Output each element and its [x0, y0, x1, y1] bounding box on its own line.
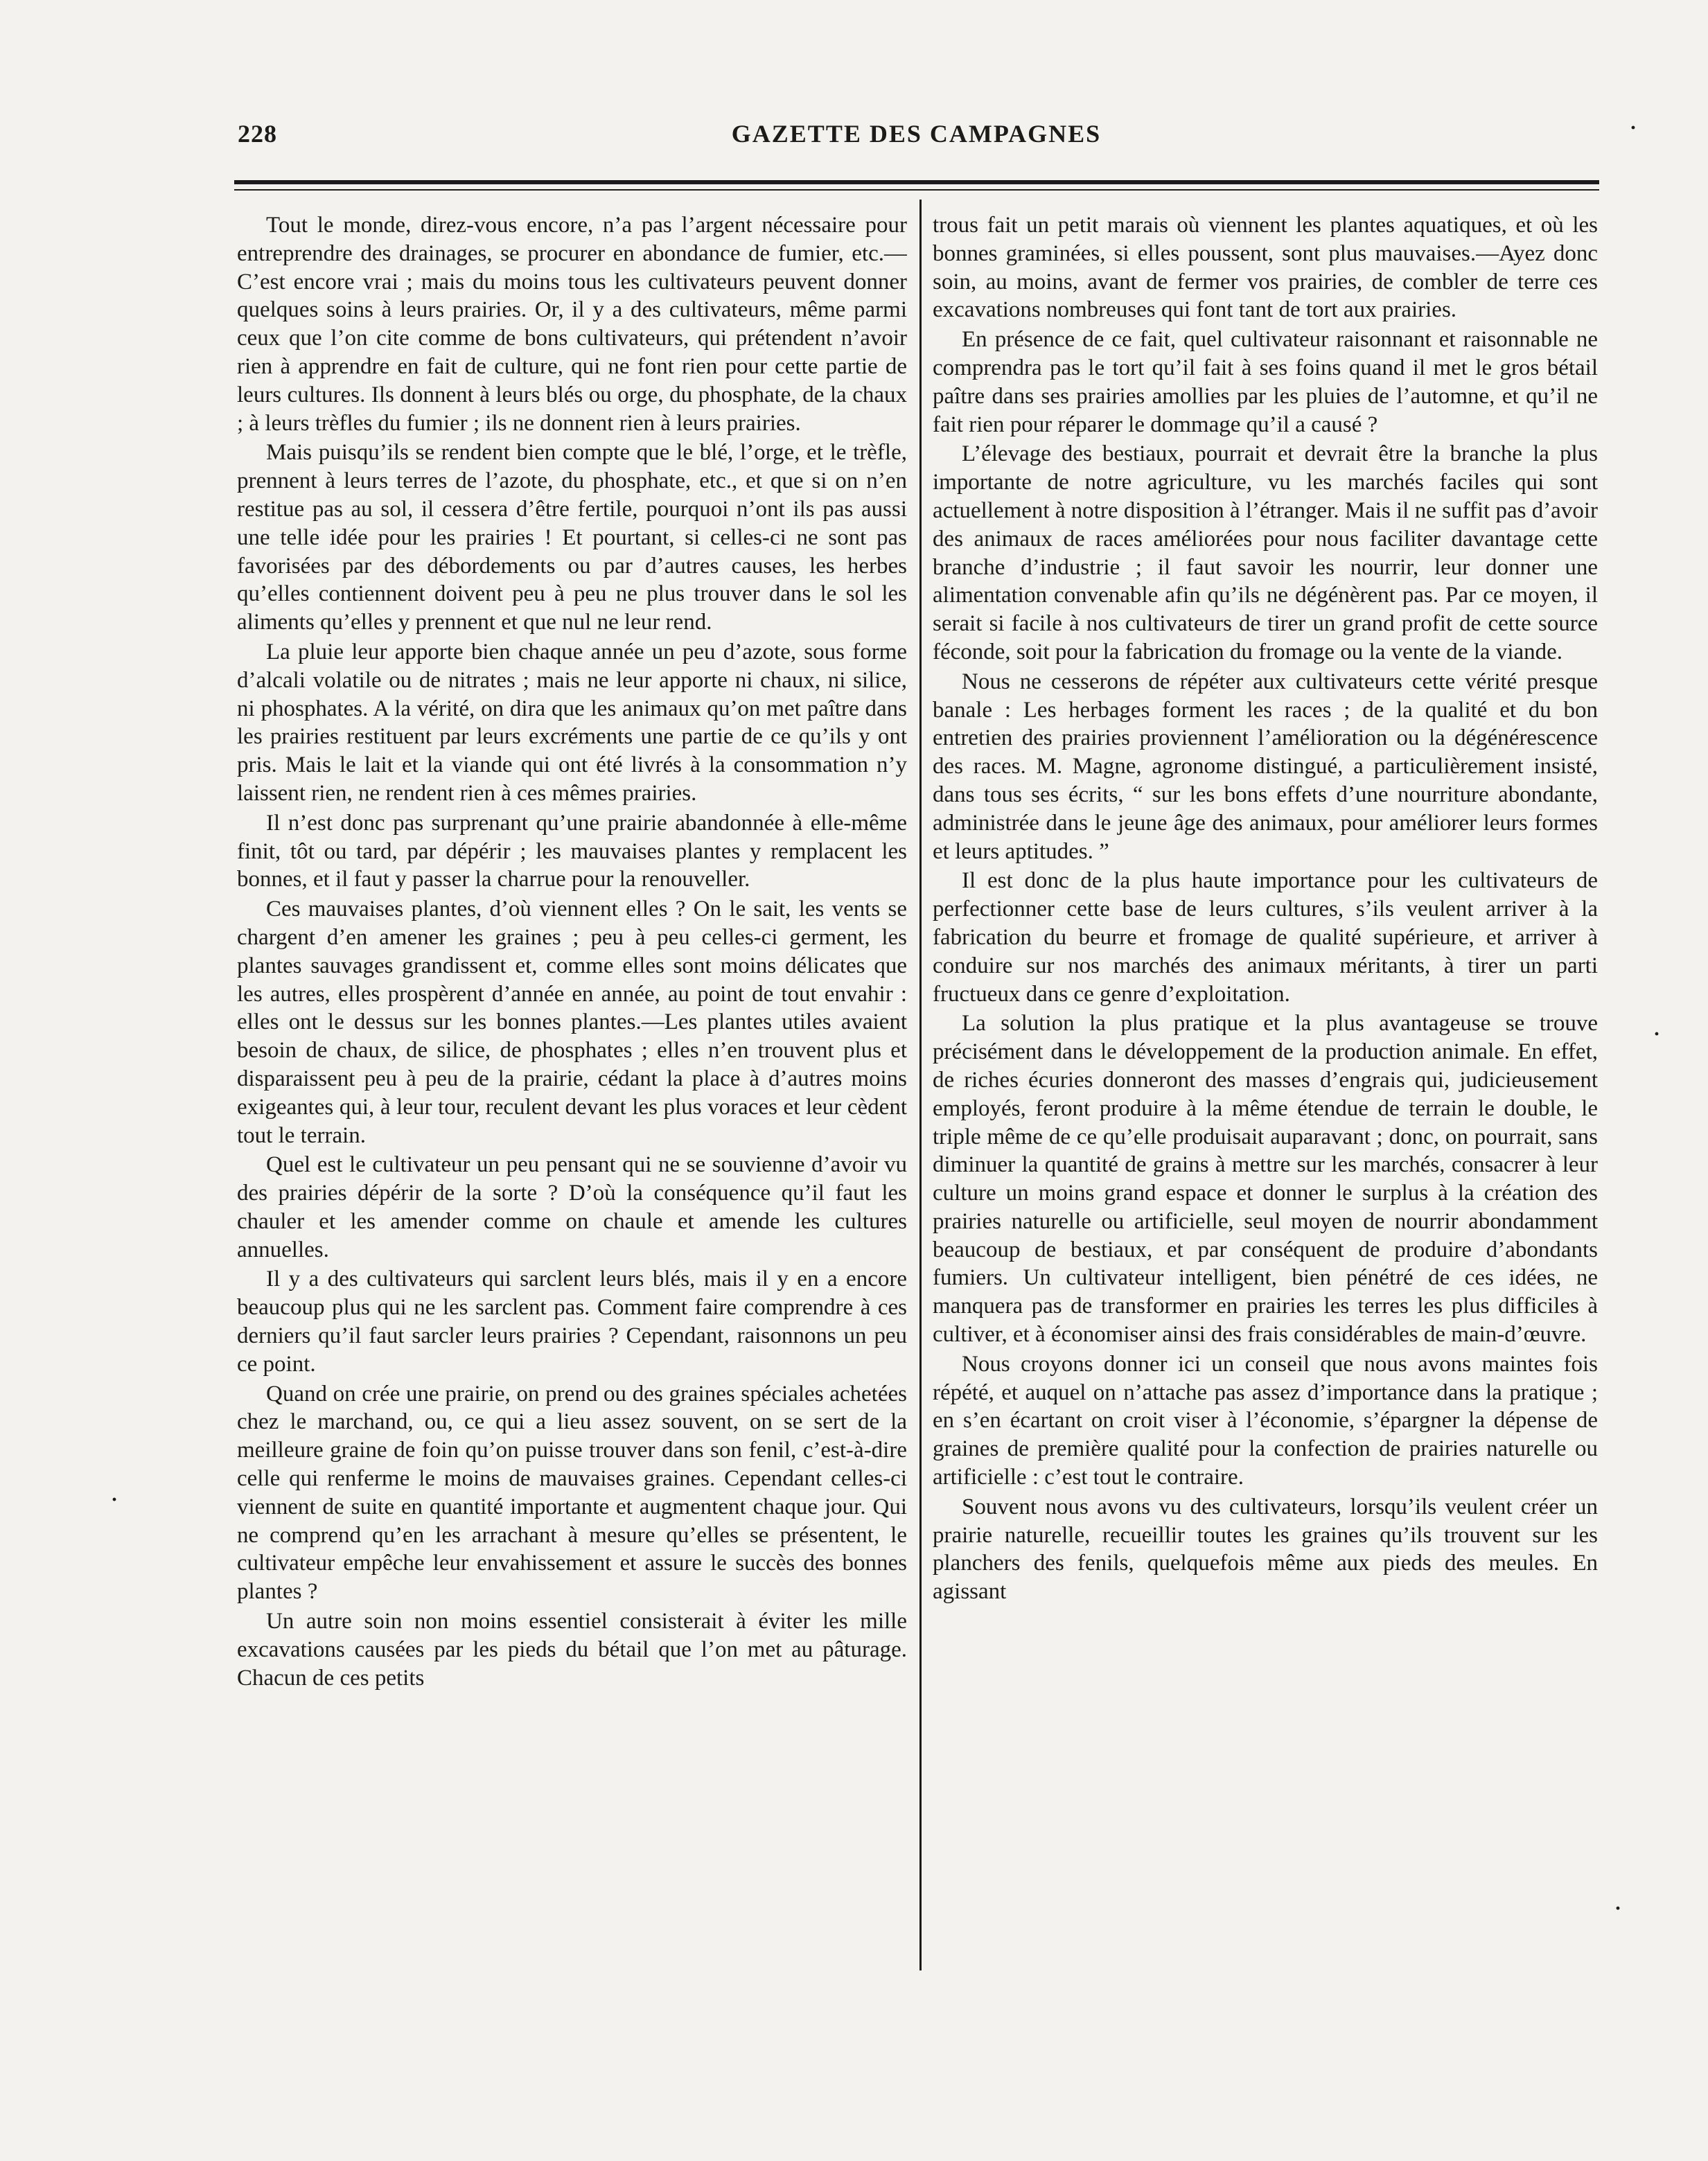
paragraph: Tout le monde, direz-vous encore, n’a pas l’argent nécessaire pour entreprendre des drainages, se procurer en abondance de fumier, etc.—C’est encore vrai ; mais du moins tous les cultivateurs peuvent donner quelques soins à leurs prairies. Or, il y a des cultivateurs, même parmi ceux que l’on cite comme de bons cultivateurs, qui prétendent n’avoir rien à apprendre en fait de culture, qui ne font rien pour cette partie de leurs cultures. Ils donnent à leurs blés ou orge, du phosphate, de la chaux ; à leurs trèfles du fumier ; ils ne donnent rien à leurs prairies.: [237, 213, 907, 436]
running-title: GAZETTE DES CAMPAGNES: [731, 120, 1102, 148]
left-column: [237, 211, 907, 1975]
paragraph: Mais puisqu’ils se rendent bien compte que le blé, l’orge, et le trèfle, prennent à leurs terres de l’azote, du phosphate, etc., et que si on n’en restitue pas au sol, il cessera d’être fertile, pourquoi n’ont ils pas aussi une telle idée pour les prairies ! Et pourtant, si celles-ci ne sont pas favorisées par des débordements ou par d’autres causes, les herbes qu’elles contiennent doivent peu à peu ne plus trouver dans le sol les aliments qu’elles y prennent et que nul ne leur rend.: [237, 440, 907, 635]
paragraph: Souvent nous avons vu des cultivateurs, lorsqu’ils veulent créer un prairie naturelle, recueillir toutes les graines qu’ils trouvent sur les planchers des fenils, quelquefois même aux pieds des meules. En agissant: [933, 1494, 1598, 1605]
paragraph: Quel est le cultivateur un peu pensant qui ne se souvienne d’avoir vu des prairies dépérir de la sorte ? D’où la conséquence qu’il faut les chauler et les amender comme on chaule et amende les cultures annuelles.: [237, 1152, 907, 1262]
margin-mark: ·: [111, 1488, 118, 1511]
right-column: [933, 211, 1598, 1975]
header-rule-thick: [234, 180, 1599, 184]
margin-mark: ·: [1630, 116, 1637, 139]
paragraph: Nous ne cesserons de répéter aux cultivateurs cette vérité presque banale : Les herbages forment les races ; de la qualité et du bon entretien des prairies proviennent l’amélioration ou la dégénérescence des races. M. Magne, agronome distingué, a particulièrement insisté, dans tous ses écrits, “ sur les bons effets d’une nourriture abondante, administrée dans le jeune âge des animaux, pour améliorer leurs formes et leurs aptitudes. ”: [933, 669, 1598, 864]
header-rule-thin: [234, 189, 1599, 191]
paragraph: Nous croyons donner ici un conseil que nous avons maintes fois répété, et auquel on n’attache pas assez d’importance dans la pratique ; en s’en écartant on croit viser à l’économie, s’épargner la dépense de graines de première qualité pour la confection de prairies naturelle ou artificielle : c’est tout le contraire.: [933, 1351, 1598, 1490]
page-header: [232, 119, 1601, 161]
paragraph: Un autre soin non moins essentiel consisterait à éviter les mille excavations causées par les pieds du bétail que l’on met au pâturage. Chacun de ces petits: [237, 1609, 907, 1691]
column-divider: [919, 200, 922, 1970]
paragraph: Il est donc de la plus haute importance pour les cultivateurs de perfectionner cette base de leurs cultures, s’ils veulent arriver à la fabrication du beurre et fromage de qualité supérieure, et arriver à conduire sur nos marchés des animaux méritants, à tirer un parti fructueux dans ce genre d’exploitation.: [933, 868, 1598, 1007]
paragraph: Ces mauvaises plantes, d’où viennent elles ? On le sait, les vents se chargent d’en amener les graines ; peu à peu celles-ci germent, les plantes sauvages grandissent et, comme elles sont moins délicates que les autres, elles prospèrent d’année en année, au point de tout envahir : elles ont le dessus sur les bonnes plantes.—Les plantes utiles avaient besoin de chaux, de silice, de phosphates ; elles n’en trouvent plus et disparaissent peu à peu de la prairie, cédant la place à d’autres moins exigeantes qui, à leur tour, reculent devant les plus voraces et leur cèdent tout le terrain.: [237, 897, 907, 1148]
paragraph: Il n’est donc pas surprenant qu’une prairie abandonnée à elle-même finit, tôt ou tard, par dépérir ; les mauvaises plantes y remplacent les bonnes, et il faut y passer la charrue pour la renouveller.: [237, 810, 907, 892]
paragraph: En présence de ce fait, quel cultivateur raisonnant et raisonnable ne comprendra pas le tort qu’il fait à ses foins quand il met le gros bétail paître dans ses prairies amollies par les pluies de l’automne, et qu’il ne fait rien pour réparer le dommage qu’il a causé ?: [933, 327, 1598, 437]
paragraph-continuation: trous fait un petit marais où viennent les plantes aquatiques, et où les bonnes graminées, si elles poussent, sont plus mauvaises.—Ayez donc soin, au moins, avant de fermer vos prairies, de combler de terre ces excavations nombreuses qui font tant de tort aux prairies.: [933, 213, 1598, 323]
paragraph: Il y a des cultivateurs qui sarclent leurs blés, mais il y en a encore beaucoup plus qui ne les sarclent pas. Comment faire comprendre à ces derniers qu’il faut sarcler leurs prairies ? Cependant, raisonnons un peu ce point.: [237, 1267, 907, 1377]
page-number: 228: [238, 120, 277, 148]
paragraph: L’élevage des bestiaux, pourrait et devrait être la branche la plus importante de notre agriculture, vu les marchés faciles qui sont actuellement à notre disposition à l’étranger. Mais il ne suffit pas d’avoir des animaux de races améliorées pour nous faciliter davantage cette branche d’industrie ; il faut savoir les nourrir, leur donner une alimentation convenable afin qu’ils ne dégénèrent pas. Par ce moyen, il serait si facile à nos cultivateurs de tirer un grand profit de cette source féconde, soit pour la fabrication du fromage ou la vente de la viande.: [933, 441, 1598, 664]
paragraph: La solution la plus pratique et la plus avantageuse se trouve précisément dans le développement de la production animale. En effet, de riches écuries donneront des masses d’engrais qui, judicieusement employés, feront produire à la même étendue de terrain le double, le triple même de ce qu’elle produisait auparavant ; donc, on pourrait, sans diminuer la quantité de grains à mettre sur les marchés, consacrer à leur culture un moins grand espace et donner le surplus à la création des prairies naturelle ou artificielle, seul moyen de nourrir abondamment beaucoup de bestiaux, et par conséquent de produire d’abondants fumiers. Un cultivateur intelligent, bien pénétré de ces idées, ne manquera pas de transformer en prairies les terres les plus difficiles à cultiver, et à économiser ainsi des frais considérables de main-d’œuvre.: [933, 1011, 1598, 1348]
margin-mark: ·: [1614, 1897, 1622, 1920]
margin-mark: ·: [1653, 1023, 1661, 1046]
paragraph: La pluie leur apporte bien chaque année un peu d’azote, sous forme d’alcali volatile ou de nitrates ; mais ne leur apporte ni chaux, ni silice, ni phosphates. A la vérité, on dira que les animaux qu’on met paître dans les prairies restituent par leurs excréments une partie de ce qu’ils y ont pris. Mais le lait et la viande qui ont été livrés à la consommation n’y laissent rien, ne rendent rien à ces mêmes prairies.: [237, 639, 907, 806]
paragraph: Quand on crée une prairie, on prend ou des graines spéciales achetées chez le marchand, ou, ce qui a lieu assez souvent, on se sert de la meilleure graine de foin qu’on puisse trouver dans son fenil, c’est-à-dire celle qui renferme le moins de mauvaises graines. Cependant celles-ci viennent de suite en quantité importante et augmentent chaque jour. Qui ne comprend qu’en les arrachant à mesure qu’elles se présentent, le cultivateur empêche leur envahissement et assure le succès des bonnes plantes ?: [237, 1381, 907, 1605]
